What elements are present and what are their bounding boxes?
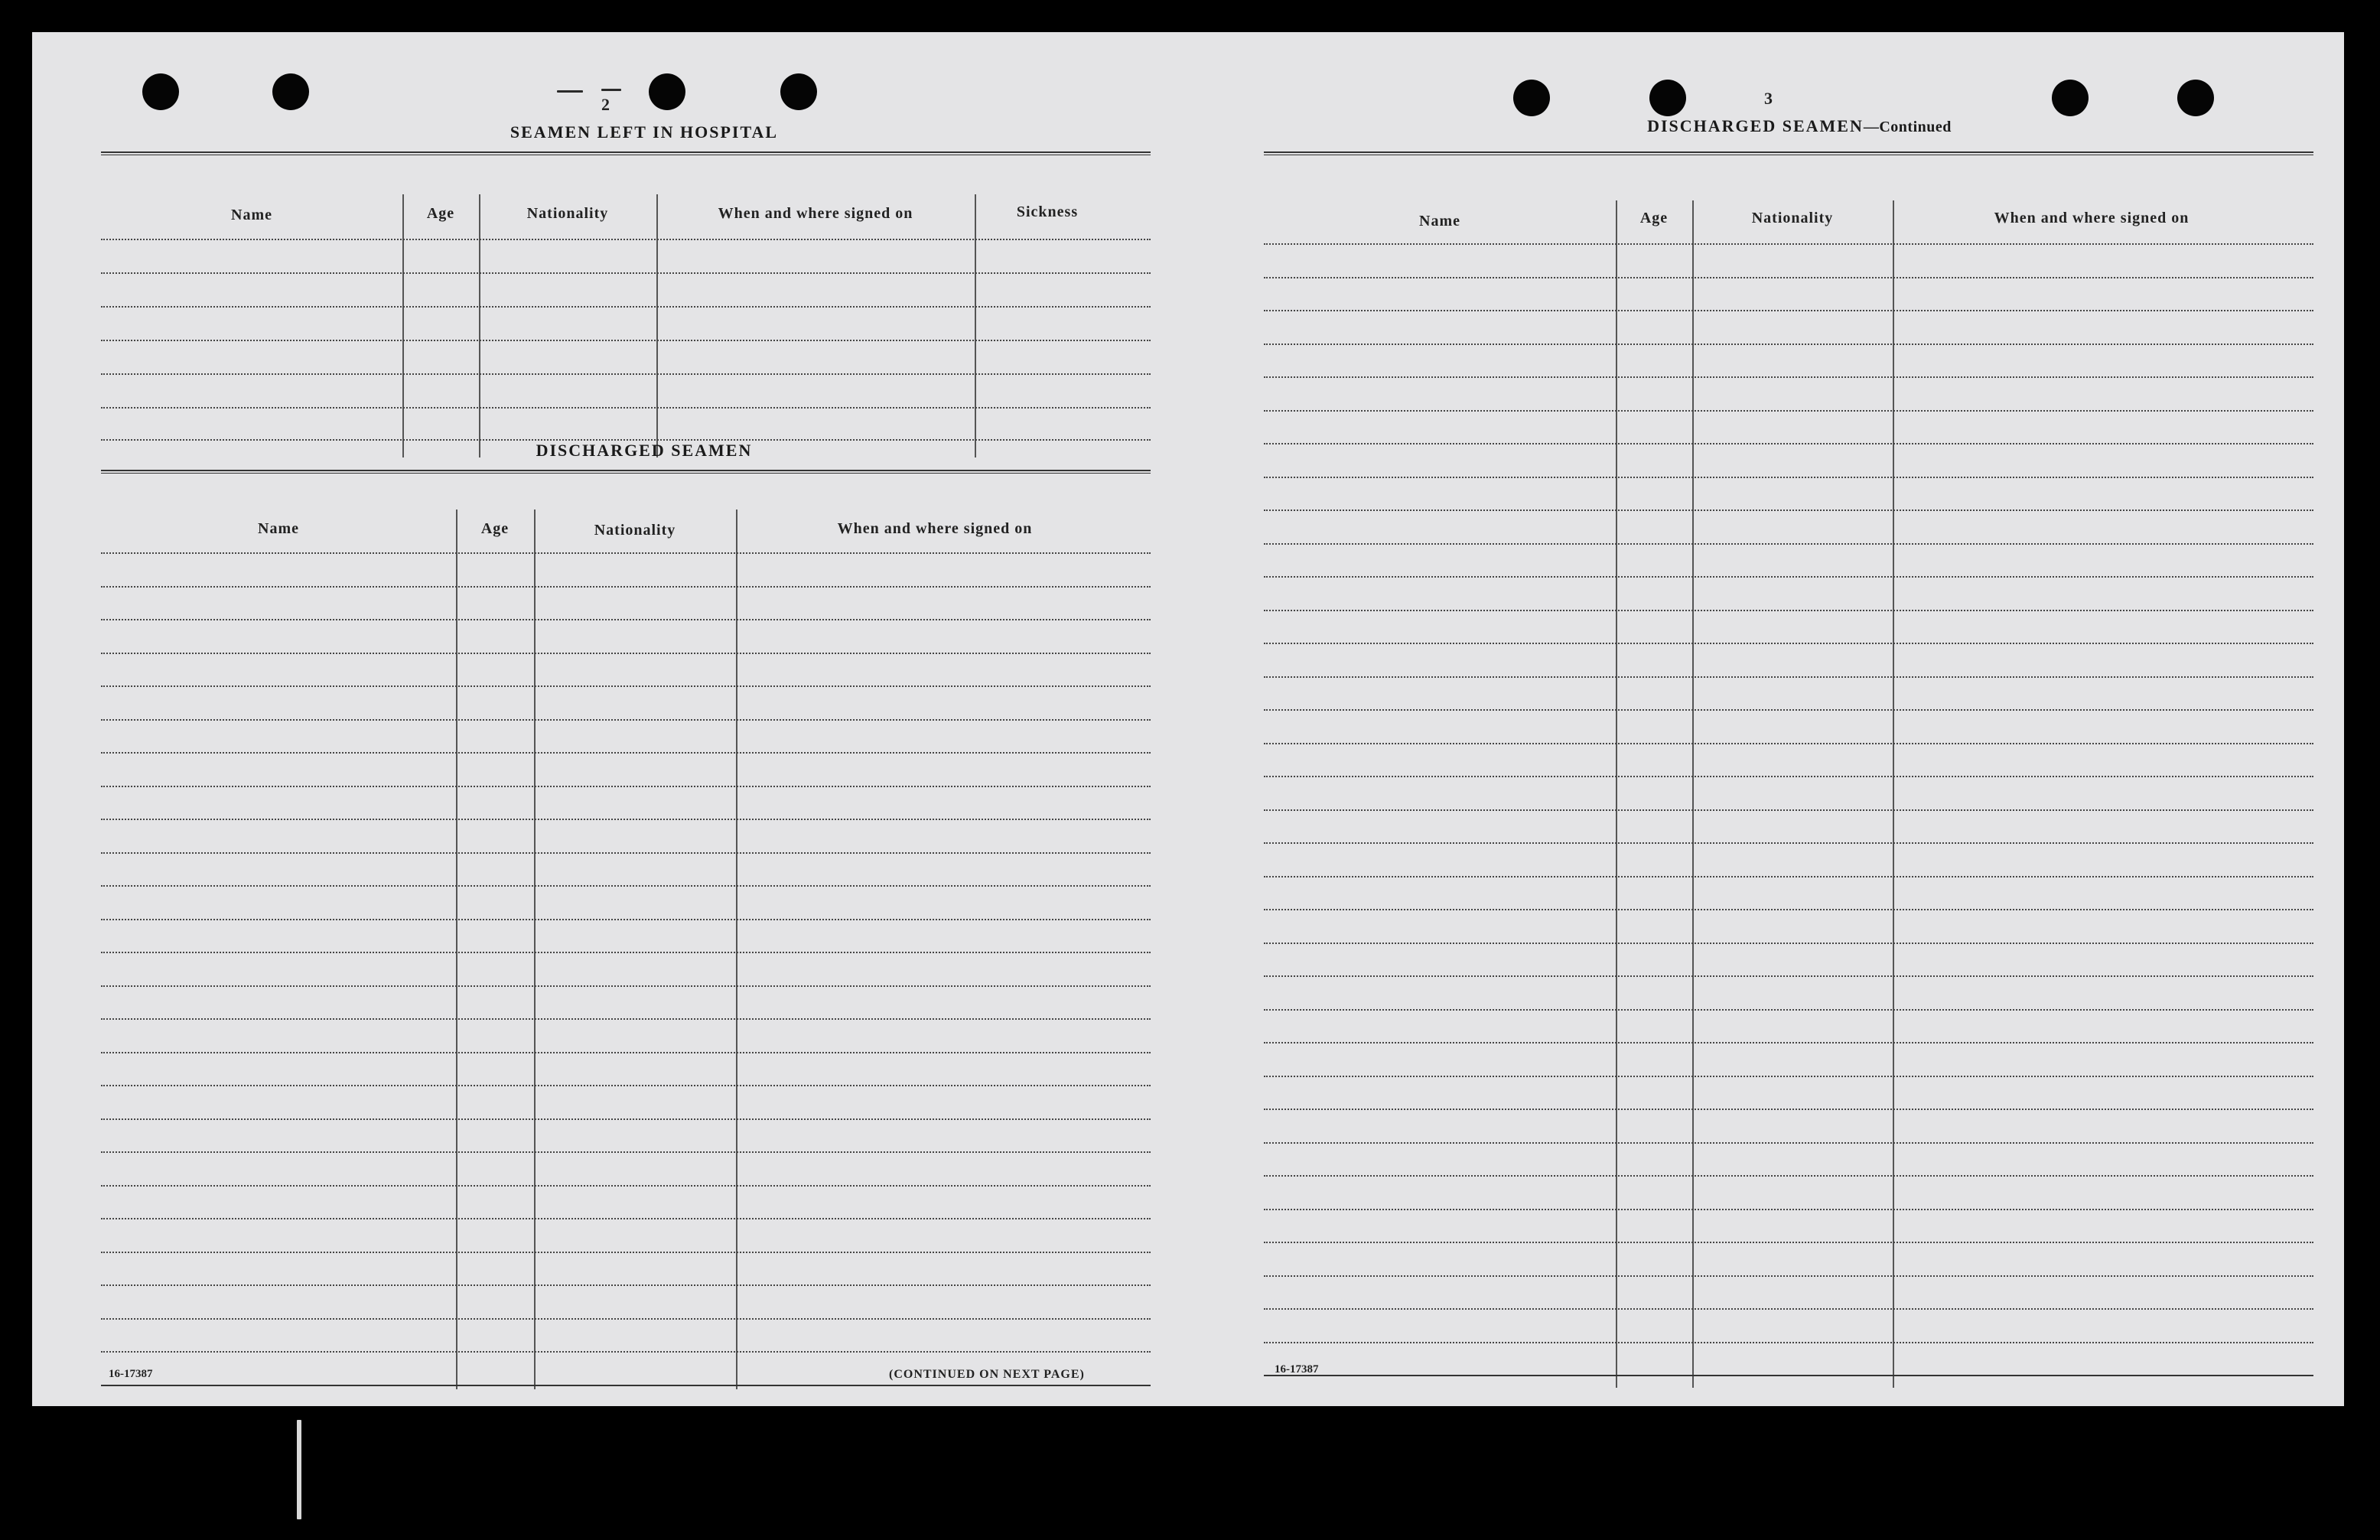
continued-title-rule — [1264, 151, 2313, 155]
table-row-line — [101, 852, 1151, 854]
table-row-line — [1264, 576, 2313, 578]
punch-hole — [649, 73, 685, 110]
table-row-line — [101, 752, 1151, 754]
table-row-line — [101, 306, 1151, 308]
continued-note: (CONTINUED ON NEXT PAGE) — [889, 1368, 1085, 1381]
column-header-nationality: Nationality — [526, 205, 609, 222]
discharged-title-rule — [101, 470, 1151, 474]
table-row-line — [101, 1252, 1151, 1253]
column-header-sickness: Sickness — [1016, 203, 1079, 220]
table-row-line — [101, 653, 1151, 654]
table-row-line — [1264, 1175, 2313, 1177]
table-row-line — [101, 1284, 1151, 1286]
form-number-left: 16-17387 — [109, 1368, 153, 1380]
table-row-line — [1264, 876, 2313, 877]
table-row-line — [101, 952, 1151, 953]
table-row-line — [101, 885, 1151, 887]
table-row-line — [1264, 477, 2313, 478]
hospital-section-title: SEAMEN LEFT IN HOSPITAL — [510, 122, 779, 142]
discharged-continued-table — [1264, 164, 2313, 1372]
table-row-line — [1264, 343, 2313, 345]
table-row-line — [101, 407, 1151, 409]
page-number-left: 2 — [601, 95, 610, 114]
table-row-line — [101, 685, 1151, 687]
column-header-nationality: Nationality — [594, 522, 676, 539]
column-header-nationality: Nationality — [1751, 210, 1834, 226]
column-header-name: Name — [258, 520, 299, 537]
table-row-line — [101, 1218, 1151, 1219]
column-header-age: Age — [426, 205, 455, 222]
table-row-line — [101, 719, 1151, 721]
column-header-when-where: When and where signed on — [718, 205, 913, 222]
column-divider — [479, 194, 480, 457]
punch-hole — [1513, 80, 1550, 116]
column-divider — [975, 194, 976, 457]
table-row-line — [1264, 376, 2313, 378]
form-sheet — [32, 32, 2344, 1406]
table-row-line — [1264, 643, 2313, 644]
punch-hole — [2052, 80, 2089, 116]
table-row-line — [1264, 776, 2313, 777]
column-divider — [736, 510, 737, 1389]
discharged-table — [101, 482, 1151, 1362]
table-row-line — [1264, 443, 2313, 444]
table-row-line — [101, 272, 1151, 274]
table-row-line — [1264, 1375, 2313, 1376]
punch-hole — [272, 73, 309, 110]
table-row-line — [101, 985, 1151, 987]
table-row-line — [101, 552, 1151, 554]
table-row-line — [1264, 410, 2313, 412]
table-row-line — [1264, 809, 2313, 811]
table-row-line — [101, 1052, 1151, 1053]
discharged-section-title: DISCHARGED SEAMEN — [536, 441, 753, 460]
pen-mark — [557, 90, 583, 93]
table-row-line — [101, 619, 1151, 620]
column-header-name: Name — [231, 207, 272, 223]
column-divider — [402, 194, 404, 457]
table-row-line — [1264, 310, 2313, 311]
table-row-line — [1264, 1076, 2313, 1077]
title-main: DISCHARGED SEAMEN — [1647, 116, 1864, 135]
column-divider — [534, 510, 536, 1389]
table-row-line — [1264, 610, 2313, 611]
table-row-line — [101, 340, 1151, 341]
table-row-line — [101, 1018, 1151, 1020]
table-row-line — [101, 1085, 1151, 1086]
column-header-name: Name — [1419, 213, 1460, 230]
table-row-line — [1264, 943, 2313, 944]
table-row-line — [1264, 1009, 2313, 1011]
column-divider — [456, 510, 457, 1389]
column-header-when-where: When and where signed on — [1994, 210, 2190, 226]
table-row-line — [101, 373, 1151, 375]
table-row-line — [1264, 1308, 2313, 1310]
column-header-age: Age — [1639, 210, 1669, 226]
punch-hole — [1649, 80, 1686, 116]
table-row-line — [101, 1385, 1151, 1386]
table-row-line — [1264, 1342, 2313, 1343]
punch-hole — [2177, 80, 2214, 116]
table-row-line — [101, 1185, 1151, 1187]
punch-hole — [142, 73, 179, 110]
page-number-right: 3 — [1764, 89, 1773, 108]
table-row-line — [101, 1151, 1151, 1153]
table-row-line — [1264, 909, 2313, 910]
table-row-line — [1264, 1042, 2313, 1043]
column-header-age: Age — [480, 520, 510, 537]
table-row-line — [1264, 510, 2313, 511]
table-row-line — [101, 786, 1151, 787]
table-row-line — [1264, 743, 2313, 744]
table-row-line — [101, 819, 1151, 820]
table-row-line — [1264, 243, 2313, 245]
column-header-when-where: When and where signed on — [837, 520, 1033, 537]
discharged-continued-title — [1555, 116, 2044, 136]
column-divider — [656, 194, 658, 457]
table-row-line — [101, 919, 1151, 920]
hospital-table — [101, 162, 1151, 457]
table-row-line — [1264, 842, 2313, 844]
table-row-line — [1264, 543, 2313, 545]
table-row-line — [1264, 1109, 2313, 1110]
hospital-title-rule — [101, 151, 1151, 155]
table-row-line — [1264, 709, 2313, 711]
table-row-line — [101, 1351, 1151, 1353]
table-row-line — [1264, 1275, 2313, 1277]
table-row-line — [1264, 1209, 2313, 1210]
punch-hole — [780, 73, 817, 110]
table-row-line — [101, 1118, 1151, 1120]
table-row-line — [101, 1318, 1151, 1320]
table-row-line — [101, 239, 1151, 240]
stray-mark — [297, 1420, 301, 1519]
table-row-line — [1264, 1142, 2313, 1144]
form-number-right: 16-17387 — [1275, 1363, 1319, 1376]
pen-mark — [601, 89, 621, 91]
table-row-line — [101, 586, 1151, 588]
table-row-line — [1264, 277, 2313, 278]
title-suffix: —Continued — [1863, 119, 1952, 135]
table-row-line — [1264, 975, 2313, 977]
table-row-line — [1264, 676, 2313, 678]
table-row-line — [1264, 1242, 2313, 1243]
